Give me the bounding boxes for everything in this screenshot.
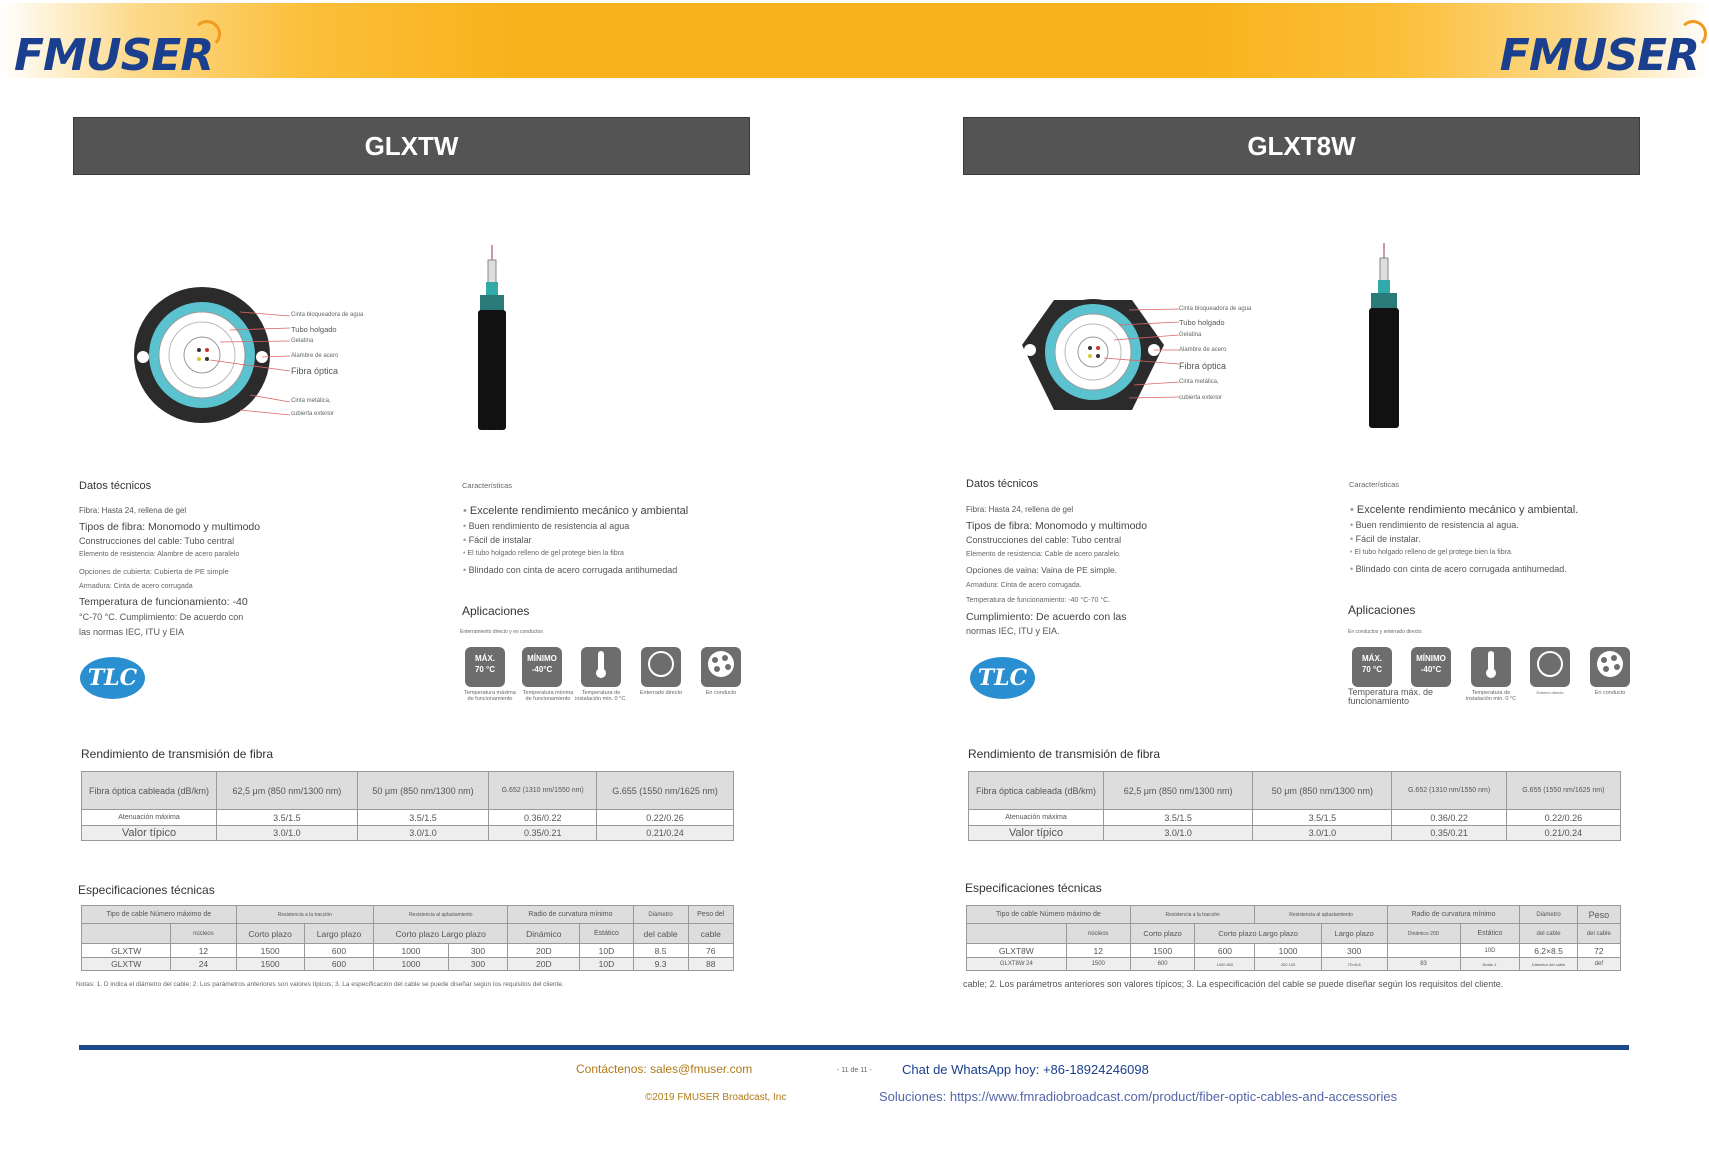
label-fibra-optica: Fibra óptica (1179, 361, 1227, 371)
label-tubo-holgado: Tubo holgado (291, 325, 337, 334)
datos-line: normas IEC, ITU y EIA. (966, 626, 1060, 636)
notas: Notas: 1. D indica el diámetro del cable; 2. Los parámetros anteriores son valores típicos; 3. La especificación del cable se puede diseñar según los requisitos del cliente. (76, 981, 564, 988)
copyright: ©2019 FMUSER Broadcast, Inc (645, 1092, 787, 1103)
label-gelatina: Gelatina (291, 338, 314, 344)
product-title: GLXT8W (963, 117, 1640, 175)
label-gelatina: Gelatina (1179, 332, 1202, 338)
label-fibra-optica: Fibra óptica (291, 366, 339, 376)
label-tubo-holgado: Tubo holgado (1179, 318, 1225, 327)
datos-line: Opciones de cubierta: Cubierta de PE simple (79, 567, 229, 576)
datos-line: Construcciones del cable: Tubo central (79, 536, 235, 546)
label-cinta-bloqueadora: Cinta bloqueadora de agua (291, 312, 364, 318)
caract-item: • Blindado con cinta de acero corrugada antihumedad. (1350, 564, 1567, 574)
notas: cable; 2. Los parámetros anteriores son valores típicos; 3. La especificación del cable se puede diseñar según los requisitos del cliente. (963, 979, 1504, 989)
whatsapp: Chat de WhatsApp hoy: +86-18924246098 (902, 1062, 1149, 1077)
datos-title: Datos técnicos (79, 480, 152, 492)
datos-line: Cumplimiento: De acuerdo con las (966, 611, 1127, 623)
datos-line: Fibra: Hasta 24, rellena de gel (966, 505, 1074, 514)
min-temp-icon: MÍNIMO -40°C (522, 647, 562, 687)
caract-item: • Excelente rendimiento mecánico y ambiental (463, 505, 688, 517)
datos-line: Temperatura de funcionamiento: -40 °C-70 °C. (966, 597, 1111, 604)
datos-line: Armadura: Cinta de acero corrugada. (966, 582, 1082, 589)
datos-line: las normas IEC, ITU y EIA (79, 627, 185, 637)
icon-label: En conducto (705, 690, 737, 696)
direct-burial-icon (641, 647, 681, 687)
thermometer-icon (581, 647, 621, 687)
fmuser-logo-left: FMUSER (14, 30, 213, 81)
footer-divider (79, 1045, 1629, 1050)
label-cubierta-exterior: cubierta exterior (1179, 395, 1223, 401)
spec-title: Especificaciones técnicas (78, 883, 215, 897)
caract-item: • Blindado con cinta de acero corrugada antihumedad (463, 565, 677, 575)
rend-title: Rendimiento de transmisión de fibra (81, 747, 274, 761)
icon-label: Entierro directo (1536, 690, 1564, 695)
tlc-logo: TLC (970, 657, 1035, 699)
min-temp-icon: MÍNIMO -40°C (1411, 647, 1451, 687)
label-cinta-bloqueadora: Cinta bloqueadora de agua (1179, 306, 1252, 312)
label-cinta-metalica: Cinta metálica, (1179, 379, 1219, 385)
aplic-title: Aplicaciones (462, 604, 530, 618)
datos-line: Elemento de resistencia: Alambre de acero paralelo (79, 551, 240, 558)
caract-item: • El tubo holgado relleno de gel protege bien la fibra (463, 550, 624, 557)
icon-label: Temperatura máx. de funcionamiento (1348, 687, 1434, 706)
caract-item: • Buen rendimiento de resistencia al agua (463, 521, 629, 531)
datos-line: Construcciones del cable: Tubo central (966, 535, 1122, 545)
caract-item: • Excelente rendimiento mecánico y ambiental. (1350, 504, 1578, 516)
caract-item: • El tubo holgado relleno de gel protege bien la fibra. (1350, 549, 1513, 556)
spec-table: Tipo de cable Número máximo de Resistencia a la tracción Resistencia al aplastamiento Radio de curvatura mínimo Diámetro Peso núcleos Corto plazo Corto plazo Largo plazo Largo plazo Dinámico 20D Estático del cable del cable GLXT8W 12 1500 600 1000 300 10D 6.2×8.5 72 GLXT8W 24 1500 600 1000 800 200 100 7D×8.8 83 Notas 1. Diámetro del cable def (966, 905, 1621, 971)
solutions-link[interactable]: https://www.fmradiobroadcast.com/product/fiber-optic-cables-and-accessories (949, 1089, 1398, 1104)
rend-table: Fibra óptica cableada (dB/km) 62,5 μm (850 nm/1300 nm) 50 μm (850 nm/1300 nm) G.652 (1310 nm/1550 nm) G.655 (1550 nm/1625 nm) Atenuación máxima 3.5/1.5 3.5/1.5 0.36/0.22 0.22/0.26 Valor típico 3.0/1.0 3.0/1.0 0.35/0.21 0.21/0.24 (81, 771, 734, 841)
caract-item: • Buen rendimiento de resistencia al agua. (1350, 520, 1519, 530)
spec-table: Tipo de cable Número máximo de Resistencia a la tracción Resistencia al aplastamiento Radio de curvatura mínimo Diámetro Peso del núcleos Corto plazo Largo plazo Corto plazo Largo plazo Dinámico Estático del cable cable GLXTW 12 1500 600 1000 300 20D 10D 8.5 76 GLXTW 24 1500 600 1000 300 20D 10D 9.3 88 (81, 905, 734, 971)
icon-label: En conducto (1594, 690, 1626, 696)
datos-line: Opciones de vaina: Vaina de PE simple. (966, 565, 1118, 575)
rend-title: Rendimiento de transmisión de fibra (968, 747, 1161, 761)
cable-side-view (1364, 238, 1404, 433)
label-cinta-metalica: Cinta metálica, (291, 398, 331, 404)
duct-icon (1590, 647, 1630, 687)
datos-line: °C-70 °C. Cumplimiento: De acuerdo con (79, 612, 244, 622)
cable-cross-section (120, 280, 380, 430)
caract-title: Características (1349, 480, 1400, 489)
page-number: - 11 de 11 - (837, 1067, 872, 1074)
right-column (854, 0, 1708, 1168)
icon-label: Temperatura de instalación min. 0 °C. (575, 690, 627, 702)
duct-icon (701, 647, 741, 687)
label-cubierta-exterior: cubierta exterior (291, 411, 335, 417)
icon-label: Enterrado directo (639, 690, 683, 696)
datos-line: Elemento de resistencia: Cable de acero paralelo. (966, 551, 1121, 558)
datos-title: Datos técnicos (966, 478, 1039, 490)
caract-item: • Fácil de instalar. (1350, 534, 1421, 544)
cable-side-view (470, 240, 510, 435)
tlc-logo: TLC (80, 657, 145, 699)
rend-table: Fibra óptica cableada (dB/km) 62,5 μm (850 nm/1300 nm) 50 μm (850 nm/1300 nm) G.652 (1310 nm/1550 nm) G.655 (1550 nm/1625 nm) Atenuación máxima 3.5/1.5 3.5/1.5 0.36/0.22 0.22/0.26 Valor típico 3.0/1.0 3.0/1.0 0.35/0.21 0.21/0.24 (968, 771, 1621, 841)
datos-line: Tipos de fibra: Monomodo y multimodo (79, 521, 261, 533)
contact-email-link[interactable]: sales@fmuser.com (650, 1062, 753, 1076)
direct-burial-icon (1530, 647, 1570, 687)
thermometer-icon (1471, 647, 1511, 687)
spec-title: Especificaciones técnicas (965, 881, 1102, 895)
aplic-sub: En conductos y enterrado directo. (1348, 629, 1423, 635)
whatsapp-link[interactable]: +86-18924246098 (1042, 1062, 1149, 1077)
fmuser-logo-right: FMUSER (1500, 30, 1699, 81)
solutions: Soluciones: https://www.fmradiobroadcast.com/product/fiber-optic-cables-and-accessories (879, 1089, 1398, 1104)
icon-label: Temperatura máxima de funcionamiento (464, 690, 516, 702)
datos-line: Fibra: Hasta 24, rellena de gel (79, 506, 187, 515)
aplic-title: Aplicaciones (1348, 603, 1416, 617)
cable-cross-section (1019, 280, 1279, 430)
left-column (0, 0, 854, 1168)
datos-line: Tipos de fibra: Monomodo y multimodo (966, 520, 1148, 532)
max-temp-icon: MÁX. 70 °C (1352, 647, 1392, 687)
icon-label: Temperatura de instalación min. 0 °C (1465, 690, 1517, 702)
aplic-sub: Enterramiento directo y en conductos (460, 629, 543, 635)
product-title: GLXTW (73, 117, 750, 175)
datos-line: Temperatura de funcionamiento: -40 (79, 596, 248, 608)
icon-label: Temperatura mínima de funcionamiento (522, 690, 574, 702)
caract-item: • Fácil de instalar (463, 535, 532, 545)
max-temp-icon: MÁX. 70 °C (465, 647, 505, 687)
contact: Contáctenos: sales@fmuser.com (576, 1062, 753, 1076)
datos-line: Armadura: Cinta de acero corrugada (79, 583, 193, 590)
label-alambre-acero: Alambre de acero (1179, 347, 1227, 353)
caract-title: Características (462, 481, 513, 490)
label-alambre-acero: Alambre de acero (291, 353, 339, 359)
